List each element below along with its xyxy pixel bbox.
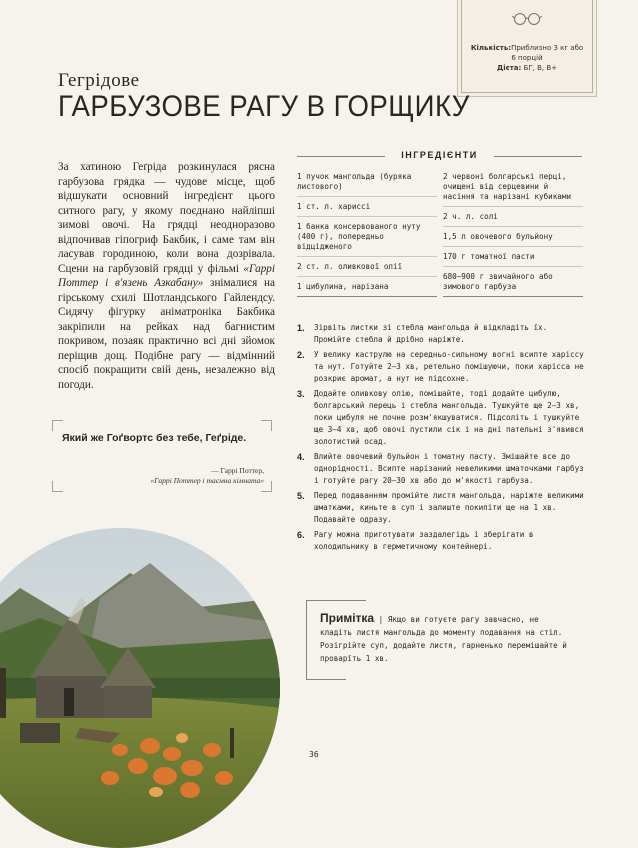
step-4 (297, 451, 584, 487)
glasses-icon (512, 12, 542, 26)
ingredient-item: 1,5 л овочевого бульйону (443, 232, 583, 247)
intro-part-1: За хатиною Геґріда розкинулася рясна гарбузова грядка — чудове місце, щоб відшукати основний інгредієнт цього ситного рагу, у якому поєднано найліпші зимові овочі. На грядці неодноразово відпочивав гіпогриф Бакбик, і саме там він ласував городиною, коли вона дозрівала. Сцени на гарбузовій грядці у фільмі (58, 161, 275, 275)
note-body: Якщо ви готуєте рагу завчасно, не кладіть листя мангольда до моменту подавання на стіл. Розігрійте суп, додайте листя, гарненько перемішайте й проварїть 1 хв. (320, 615, 567, 663)
step-number: 6. (297, 530, 305, 540)
ingredient-item: 1 цибулина, нарізана (297, 282, 437, 297)
step-text: Зірвіть листки зі стебла мангольда й відкладіть їх. Промійте стебла й дрібно наріжте. (314, 323, 548, 344)
diet-label: Дієта: (496, 64, 522, 72)
ingredient-item: 1 ст. л. хариссі (297, 202, 437, 217)
ingredients-header (297, 150, 582, 164)
recipe-title: ГАРБУЗОВЕ РАГУ В ГОРЩИКУ (58, 90, 470, 123)
quantity-label: Кількість: (470, 44, 512, 52)
diet-value: БГ, В, В+ (523, 64, 558, 72)
quote-box (52, 420, 272, 492)
ingredient-item: 170 г томатної пасти (443, 252, 583, 267)
hagrid-hut-pumpkin-patch-photo (0, 528, 280, 848)
intro-part-2: знімалися на гірському схилі Шотландського Гайлендсу. Сидячу фігурку аніматроніка Бакбика закріпили на рейках над багнистим покривом, позаяк практично всі дні зйомок періщив дощ. Подібне рагу — відмінний спосіб покращити свій день, незалежно від погоди. (58, 277, 275, 391)
step-text: Рагу можна приготувати заздалегідь і зберігати в холодильнику в герметичному контейнері. (314, 530, 534, 551)
step-text: Влийте овочевий бульйон і томатну пасту. Змішайте все до однорідності. Всипте нарізаний невеликими шматочками гарбуз і готуйте рагу 20–30 хв або до м'якості гарбуза. (314, 452, 584, 485)
note-box (306, 600, 576, 680)
ingredient-item: 2 ч. л. солі (443, 212, 583, 227)
ingredient-item: 1 пучок мангольда (буряка листового) (297, 172, 437, 197)
step-number: 4. (297, 452, 305, 462)
step-5 (297, 490, 584, 526)
step-1 (297, 322, 584, 346)
note-text (320, 612, 570, 665)
step-number: 1. (297, 323, 305, 333)
step-text: У велику каструлю на середньо-сильному вогні всипте харіссу та нут. Готуйте 2–3 хв, ретельно помішуючи, поки харісса не розкриє аромат, а нут не підсохне. (314, 350, 584, 383)
intro-paragraph (58, 160, 275, 392)
quote-author: — Гаррі Поттер, (211, 466, 264, 475)
ingredients-right-column (443, 172, 583, 302)
recipe-subtitle: Гегрідове (58, 70, 140, 91)
step-text: Перед подаванням промійте листя мангольда, наріжте великими шматками, киньте в суп і залиште покипіти ще на 1 хв. Подавайте одразу. (314, 491, 584, 524)
ingredient-item: 680–900 г звичайного або зимового гарбуза (443, 272, 583, 297)
ingredients-heading: ІНГРЕДІЄНТИ (401, 150, 478, 160)
ingredients-left-column (297, 172, 437, 302)
step-2 (297, 349, 584, 385)
step-3 (297, 388, 584, 448)
step-number: 2. (297, 350, 305, 360)
page-number: 36 (309, 750, 319, 759)
step-number: 5. (297, 491, 305, 501)
ingredient-item: 2 червоні болгарські перці, очищені від серцевини й насіння та нарізані кубиками (443, 172, 583, 207)
intro-film-title: «Гаррі Поттер і в'язень Азкабану» (58, 262, 275, 289)
step-6 (297, 529, 584, 553)
note-separator: | (374, 615, 388, 624)
ingredient-item: 1 банка консервованого нуту (400 г), попередньо відцідженого (297, 222, 437, 257)
recipe-info-text (468, 43, 586, 73)
note-label: Примітка (320, 611, 375, 625)
step-text: Додайте оливкову олію, помішайте, тоді додайте цибулю, болгарський перець і стебла мангольда. Тушкуйте ще 2–3 хв, поки цибуля не почне розм'якшуватися. Підсоліть і тушкуйте ще 3–4 хв, щоб овочі пустили сік і на дні пательні з'явився золотистий осад. (314, 389, 584, 446)
step-number: 3. (297, 389, 305, 399)
quote-attribution (151, 466, 264, 486)
quote-source: «Гаррі Поттер і таємна кімната» (150, 476, 264, 485)
method-steps (297, 322, 584, 556)
hagrid-hut-photo (0, 528, 280, 848)
recipe-header (58, 70, 478, 124)
quantity-value: Приблизно 3 кг або 6 порцій (511, 44, 584, 62)
ingredient-item: 2 ст. л. оливкової олії (297, 262, 437, 277)
quote-text: Який же Гоґвортс без тебе, Геґріде. (62, 432, 247, 444)
recipe-info-tag (461, 0, 593, 93)
